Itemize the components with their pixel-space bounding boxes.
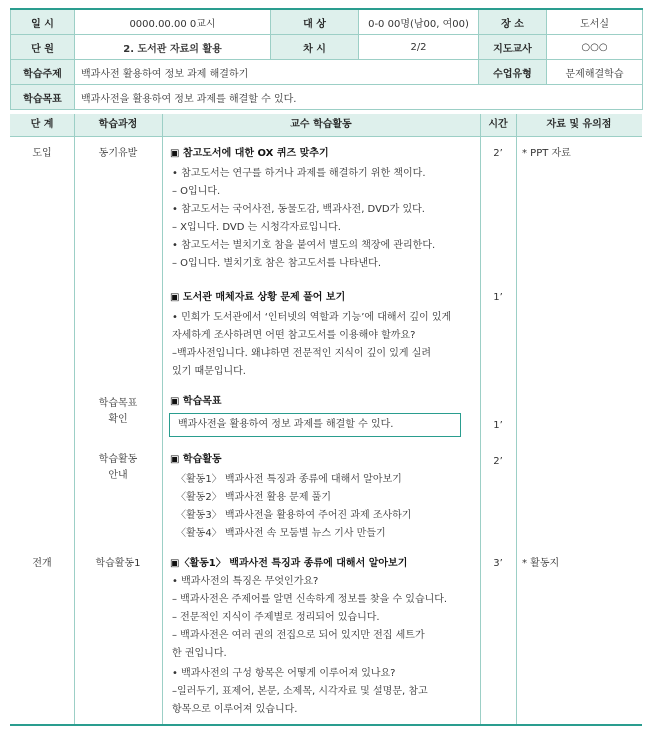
teacher-value: ○○○ [547,35,643,60]
stage-develop: 전개 [32,558,52,569]
date-label: 일 시 [11,9,75,35]
quiz-line: – O입니다. 별치기호 참은 참고도서를 나타낸다. [172,258,382,269]
time-3: 1’ [493,420,503,431]
situation-line: –백과사전입니다. 왜냐하면 전문적인 지식이 깊이 있게 실려 [172,348,432,359]
info-row-3 [11,60,643,85]
col-time: 시간 [488,119,508,130]
target-label: 대 상 [271,9,359,35]
goal-heading: ▣ 학습목표 [170,396,222,407]
situation-line: • 민희가 도서관에서 ‘인터넷의 역할과 기능’에 대해서 깊이 있게 [172,312,452,323]
process-guide-1: 학습활동 [98,454,138,465]
quiz-line: – X입니다. DVD 는 시청각자료입니다. [172,222,341,233]
stage-intro: 도입 [32,148,52,159]
topic-label: 학습주제 [11,60,75,85]
teacher-label: 지도교사 [479,35,547,60]
place-value: 도서실 [547,9,643,35]
act1-line: • 백과사전의 구성 항목은 어떻게 이루어져 있나요? [172,668,396,679]
target-value: 0-0 00명(남00, 여00) [359,9,479,35]
divider-process [162,114,163,724]
process-goal-1: 학습목표 [98,398,138,409]
act1-line: – 백과사전은 여러 권의 전집으로 되어 있지만 전집 세트가 [172,630,425,641]
info-row-1 [11,9,643,35]
situation-heading: ▣ 도서관 매체자료 상황 문제 풀어 보기 [170,292,346,303]
process-goal-2: 확인 [108,414,128,425]
col-process: 학습과정 [98,119,138,130]
act1-line: 항목으로 이루어져 있습니다. [172,704,298,715]
goal-box: 백과사전을 활용하여 정보 과제를 해결할 수 있다. [169,413,461,437]
act1-line: –일러두기, 표제어, 본문, 소제목, 시각자료 및 설명문, 참고 [172,686,428,697]
unit-value: 2. 도서관 자료의 활용 [75,35,271,60]
place-label: 장 소 [479,9,547,35]
process-activity1: 학습활동1 [95,558,141,569]
type-label: 수업유형 [479,60,547,85]
time-5: 3’ [493,558,503,569]
act1-line: 한 권입니다. [172,648,227,659]
table-bottom-rule [10,724,642,726]
unit-label: 단 원 [11,35,75,60]
quiz-line: – O입니다. [172,186,221,197]
quiz-heading: ▣ 참고도서에 대한 OX 퀴즈 맞추기 [170,148,329,159]
act1-line: – 전문적인 지식이 주제별로 정리되어 있습니다. [172,612,380,623]
note-worksheet: * 활동지 [522,558,560,569]
period-label: 차 시 [271,35,359,60]
activity-item: 〈활동3〉 백과사전을 활용하여 주어진 과제 조사하기 [176,510,412,521]
quiz-line: • 참고도서는 별치기호 참을 붙여서 별도의 책장에 관리한다. [172,240,436,251]
activity-item: 〈활동1〉 백과사전 특징과 종류에 대해서 알아보기 [176,474,402,485]
col-stage: 단 계 [30,119,54,130]
info-row-2 [11,35,643,60]
lesson-info-table [10,8,643,110]
activity-item: 〈활동2〉 백과사전 활용 문제 풀기 [176,492,331,503]
time-4: 2’ [493,456,503,467]
act1-line: – 백과사전은 주제어를 알면 신속하게 정보를 찾을 수 있습니다. [172,594,448,605]
period-value: 2/2 [359,35,479,60]
time-1: 2’ [493,148,503,159]
situation-line: 자세하게 조사하려면 어떤 참고도서를 이용해야 할까요? [172,330,416,341]
activities-heading: ▣ 학습활동 [170,454,222,465]
goal-value: 백과사전을 활용하여 정보 과제를 해결할 수 있다. [75,85,643,110]
col-notes: 자료 및 유의점 [546,119,612,130]
date-value: 0000.00.00 0교시 [75,9,271,35]
situation-line: 있기 때문입니다. [172,366,246,377]
activity-item: 〈활동4〉 백과사전 속 모둠별 뉴스 기사 만들기 [176,528,386,539]
process-guide-2: 안내 [108,470,128,481]
info-row-4 [11,85,643,110]
note-ppt: * PPT 자료 [522,148,571,159]
goal-label: 학습목표 [11,85,75,110]
act1-line: • 백과사전의 특징은 무엇인가요? [172,576,319,587]
col-activity: 교수 학습활동 [290,119,352,130]
act1-heading: ▣〈활동1〉 백과사전 특징과 종류에 대해서 알아보기 [170,558,408,569]
divider-time [516,114,517,724]
process-motivation: 동기유발 [98,148,138,159]
column-header-row [10,114,642,137]
time-2: 1’ [493,292,503,303]
topic-value: 백과사전 활용하여 정보 과제 해결하기 [75,60,479,85]
quiz-line: • 참고도서는 연구를 하거나 과제를 해결하기 위한 책이다. [172,168,426,179]
quiz-line: • 참고도서는 국어사전, 동물도감, 백과사전, DVD가 있다. [172,204,425,215]
type-value: 문제해결학습 [547,60,643,85]
